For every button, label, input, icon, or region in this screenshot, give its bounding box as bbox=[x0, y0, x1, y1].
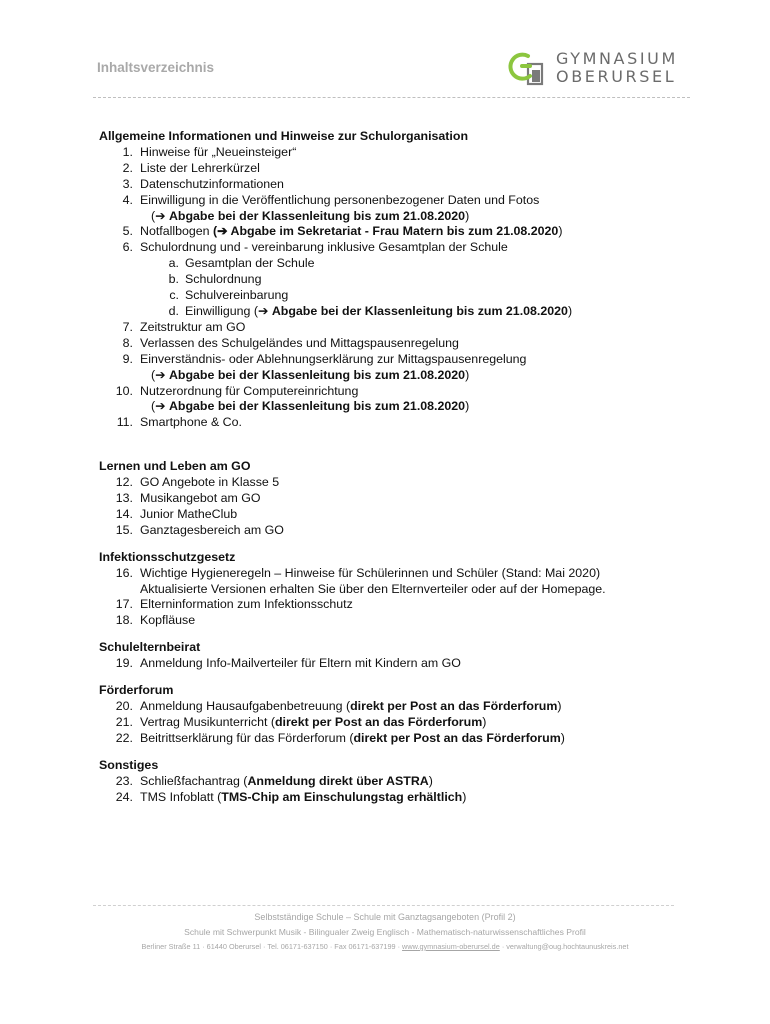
item-text: Hinweise für „Neueinsteiger“ bbox=[140, 144, 297, 159]
section-heading: Infektionsschutzgesetz bbox=[99, 549, 236, 564]
item-prefix: (➔ bbox=[151, 208, 169, 223]
item-number: 6. bbox=[122, 240, 133, 255]
section-gap bbox=[99, 747, 719, 758]
item-number: 16. bbox=[115, 565, 133, 580]
item-number: 18. bbox=[115, 613, 133, 628]
item-text: Schulordnung und - vereinbarung inklusive Gesamtplan der Schule bbox=[140, 240, 508, 255]
item-text: Einwilligung in die Veröffentlichung personenbezogener Daten und Fotos bbox=[140, 192, 540, 207]
item-text: Zeitstruktur am GO bbox=[140, 319, 246, 334]
item-number: 17. bbox=[115, 597, 133, 612]
item-suffix: ) bbox=[428, 773, 433, 788]
item-emphasis: direkt per Post an das Förderforum bbox=[350, 699, 558, 713]
footer-line-2: Schule mit Schwerpunkt Musik - Bilingualer Zweig Englisch - Mathematisch-naturwissenschaftliches Profil bbox=[184, 927, 586, 937]
item-text: Kopfläuse bbox=[140, 613, 196, 628]
item-text: Wichtige Hygieneregeln – Hinweise für Schülerinnen und Schüler (Stand: Mai 2020) bbox=[140, 565, 601, 580]
footer-address: Berliner Straße 11 · 61440 Oberursel · Tel. 06171-637150 · Fax 06171-637199 · bbox=[141, 942, 403, 951]
item-letter: a. bbox=[168, 256, 179, 271]
section-heading: Lernen und Leben am GO bbox=[99, 459, 251, 474]
list-item bbox=[99, 304, 719, 320]
item-emphasis: Abgabe bei der Klassenleitung bis zum 21.08.2020 bbox=[271, 303, 568, 318]
logo-line-1: GYMNASIUM bbox=[556, 49, 678, 68]
item-prefix: (➔ bbox=[151, 367, 169, 382]
item-number: 4. bbox=[122, 192, 133, 207]
list-item bbox=[99, 336, 719, 352]
item-prefix: (➔ bbox=[151, 399, 169, 414]
section-gap bbox=[99, 539, 719, 550]
item-suffix: ) bbox=[482, 714, 487, 729]
item-text: Beitrittserklärung für das Förderforum ( bbox=[140, 730, 354, 745]
list-item bbox=[99, 582, 719, 598]
item-letter: b. bbox=[168, 272, 179, 287]
item-suffix: ) bbox=[567, 303, 573, 318]
page-title: Inhaltsverzeichnis bbox=[97, 60, 215, 75]
list-item bbox=[99, 368, 719, 384]
section-gap bbox=[99, 629, 719, 640]
item-letter: d. bbox=[168, 303, 179, 318]
item-number: 9. bbox=[122, 351, 133, 366]
list-item bbox=[99, 475, 719, 491]
item-emphasis: Abgabe bei der Klassenleitung bis zum 21.08.2020 bbox=[168, 367, 466, 382]
school-logo bbox=[508, 50, 688, 90]
list-item bbox=[99, 491, 719, 507]
item-text: Schulvereinbarung bbox=[185, 288, 289, 303]
list-item bbox=[99, 731, 719, 747]
list-item bbox=[99, 272, 719, 288]
item-suffix: ) bbox=[465, 367, 470, 382]
list-item bbox=[99, 715, 719, 731]
list-item bbox=[99, 320, 719, 336]
item-text: Musikangebot am GO bbox=[140, 491, 261, 506]
list-item bbox=[99, 656, 719, 672]
item-text: Verlassen des Schulgeländes und Mittagspausenregelung bbox=[140, 335, 459, 350]
item-text: Schließfachantrag ( bbox=[140, 773, 248, 788]
footer-email: · verwaltung@oug.hochtaunuskreis.net bbox=[499, 942, 629, 951]
item-emphasis: (➔ Abgabe im Sekretariat - Frau Matern bis zum 21.08.2020 bbox=[213, 224, 559, 239]
list-item bbox=[99, 597, 719, 613]
footer-line-1: Selbstständige Schule – Schule mit Ganztagsangeboten (Profil 2) bbox=[254, 912, 516, 922]
section-heading: Allgemeine Informationen und Hinweise zur Schulorganisation bbox=[99, 129, 469, 143]
list-item bbox=[99, 224, 719, 240]
item-text: Elterninformation zum Infektionsschutz bbox=[140, 597, 353, 612]
logo-mark-icon bbox=[508, 50, 544, 86]
footer-divider bbox=[93, 905, 674, 906]
item-number: 21. bbox=[115, 714, 133, 729]
table-of-contents bbox=[99, 129, 719, 805]
logo-text bbox=[556, 50, 678, 86]
list-item bbox=[99, 240, 719, 256]
item-number: 15. bbox=[115, 522, 133, 537]
item-emphasis: direkt per Post an das Förderforum bbox=[353, 730, 561, 745]
item-suffix: ) bbox=[465, 399, 470, 414]
item-number: 13. bbox=[115, 491, 133, 506]
item-number: 8. bbox=[122, 335, 133, 350]
item-text: GO Angebote in Klasse 5 bbox=[140, 475, 280, 490]
item-suffix: ) bbox=[558, 224, 563, 239]
footer-line-3 bbox=[0, 942, 770, 951]
list-item bbox=[99, 193, 719, 209]
list-item bbox=[99, 209, 719, 225]
list-item bbox=[99, 399, 719, 415]
item-text: Notfallbogen bbox=[140, 224, 214, 239]
item-number: 23. bbox=[115, 773, 133, 788]
list-item bbox=[99, 523, 719, 539]
section-gap bbox=[99, 672, 719, 683]
list-item bbox=[99, 177, 719, 193]
logo-line-2: OBERURSEL bbox=[556, 67, 677, 86]
item-letter: c. bbox=[169, 288, 179, 303]
item-number: 10. bbox=[115, 383, 133, 398]
item-text: Anmeldung Hausaufgabenbetreuung ( bbox=[140, 699, 351, 713]
item-number: 7. bbox=[122, 319, 133, 334]
item-suffix: ) bbox=[462, 789, 467, 804]
item-text: Einwilligung (➔ bbox=[185, 303, 272, 318]
item-text: Junior MatheClub bbox=[140, 506, 238, 521]
item-text: Anmeldung Info-Mailverteiler für Eltern mit Kindern am GO bbox=[140, 656, 461, 671]
item-text: Aktualisierte Versionen erhalten Sie über den Elternverteiler oder auf der Homepage. bbox=[140, 581, 606, 596]
section-heading: Sonstiges bbox=[99, 757, 159, 772]
header-divider bbox=[93, 97, 690, 98]
item-text: Liste der Lehrerkürzel bbox=[140, 160, 260, 175]
list-item bbox=[99, 256, 719, 272]
item-number: 24. bbox=[115, 789, 133, 804]
item-text: Ganztagesbereich am GO bbox=[140, 522, 284, 537]
list-item bbox=[99, 415, 719, 431]
item-emphasis: direkt per Post an das Förderforum bbox=[274, 714, 483, 729]
item-text: Schulordnung bbox=[185, 272, 262, 287]
list-item bbox=[99, 699, 719, 715]
list-item bbox=[99, 566, 719, 582]
section-heading: Schulelternbeirat bbox=[99, 640, 201, 655]
list-item bbox=[99, 161, 719, 177]
item-emphasis: TMS-Chip am Einschulungstag erhältlich bbox=[221, 789, 463, 804]
item-emphasis: Abgabe bei der Klassenleitung bis zum 21.08.2020 bbox=[168, 208, 466, 223]
website-link[interactable]: www.gymnasium-oberursel.de bbox=[402, 942, 500, 951]
item-number: 1. bbox=[122, 144, 133, 159]
item-number: 11. bbox=[116, 415, 133, 430]
item-emphasis: Anmeldung direkt über ASTRA bbox=[247, 773, 429, 788]
list-item bbox=[99, 384, 719, 400]
item-number: 12. bbox=[115, 475, 133, 490]
section-gap bbox=[99, 431, 719, 459]
list-item bbox=[99, 507, 719, 523]
item-number: 3. bbox=[122, 176, 133, 191]
item-number: 5. bbox=[122, 224, 133, 239]
item-text: Vertrag Musikunterricht ( bbox=[140, 714, 275, 729]
item-text: Smartphone & Co. bbox=[140, 415, 242, 430]
list-item bbox=[99, 288, 719, 304]
item-text: Nutzerordnung für Computereinrichtung bbox=[140, 383, 359, 398]
item-emphasis: Abgabe bei der Klassenleitung bis zum 21.08.2020 bbox=[168, 399, 466, 414]
item-number: 19. bbox=[115, 656, 133, 671]
item-number: 14. bbox=[115, 506, 133, 521]
section-heading: Förderforum bbox=[99, 683, 174, 698]
item-suffix: ) bbox=[557, 699, 562, 713]
list-item bbox=[99, 145, 719, 161]
item-number: 22. bbox=[115, 730, 133, 745]
list-item bbox=[99, 352, 719, 368]
list-item bbox=[99, 790, 719, 806]
item-number: 2. bbox=[122, 160, 133, 175]
item-text: TMS Infoblatt ( bbox=[140, 789, 222, 804]
item-text: Gesamtplan der Schule bbox=[185, 256, 315, 271]
item-number: 20. bbox=[115, 699, 133, 713]
item-text: Datenschutzinformationen bbox=[140, 176, 284, 191]
item-text: Einverständnis- oder Ablehnungserklärung zur Mittagspausenregelung bbox=[140, 351, 527, 366]
item-suffix: ) bbox=[560, 730, 565, 745]
list-item bbox=[99, 613, 719, 629]
list-item bbox=[99, 774, 719, 790]
item-suffix: ) bbox=[465, 208, 470, 223]
